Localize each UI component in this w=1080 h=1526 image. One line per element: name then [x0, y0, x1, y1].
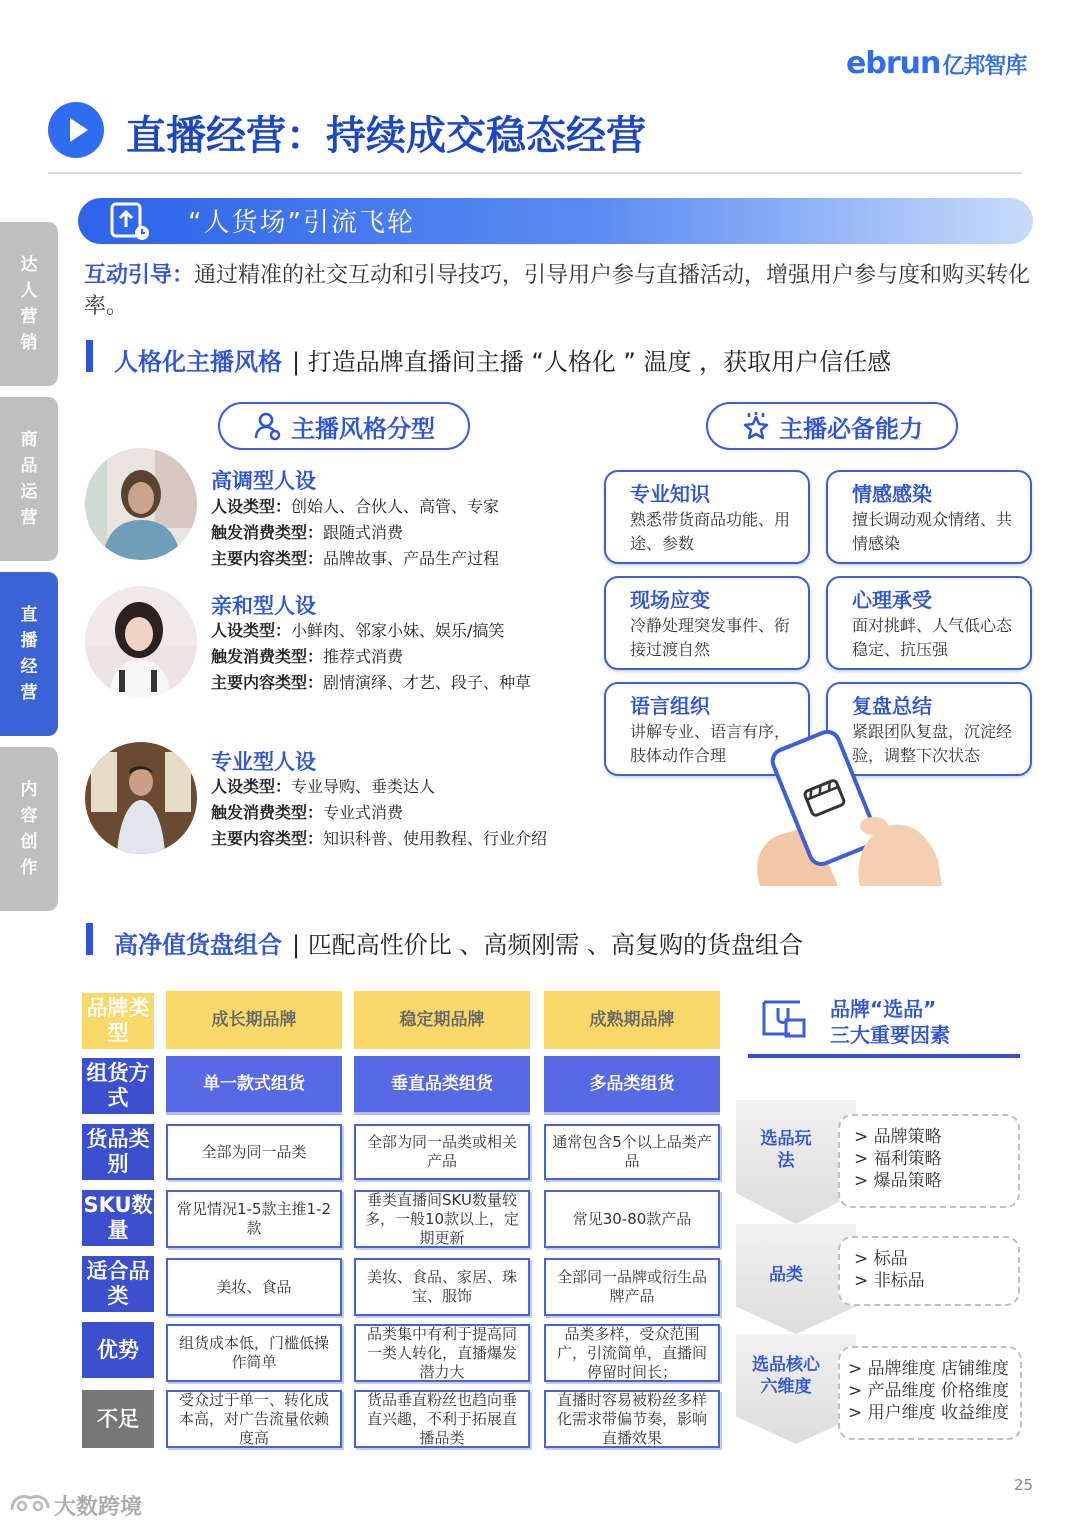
table-cell: 常见情况1-5款主推1-2款 — [166, 1190, 342, 1248]
side-tab-product[interactable]: 商品运营 — [0, 397, 58, 561]
hand-phone-illustration — [742, 730, 942, 886]
ability-card: 情感感染 擅长调动观众情绪、共情感染 — [826, 470, 1032, 564]
row-label: 组货方式 — [82, 1058, 154, 1114]
row-label: 货品类别 — [82, 1124, 154, 1180]
factor-points: > 标品 > 非标品 — [838, 1236, 1020, 1306]
styles-pill: 主播风格分型 — [218, 402, 470, 450]
table-cell: 美妆、食品、家居、珠宝、服饰 — [354, 1258, 530, 1316]
intro-paragraph: 互动引导：通过精准的社交互动和引导技巧，引导用户参与直播活动，增强用户参与度和购买转化率。 — [84, 263, 1031, 319]
column-header: 稳定期品牌 — [354, 991, 530, 1049]
table-cell: 组货成本低，门槛低操作简单 — [166, 1324, 342, 1382]
upload-phone-icon — [104, 201, 152, 241]
row-label: 不足 — [82, 1390, 154, 1448]
table-cell: 品类多样，受众范围广，引流简单，直播间停留时间长； — [544, 1324, 720, 1382]
factor-label: 品类 — [769, 1265, 803, 1285]
persona-name: 专业型人设 — [211, 750, 316, 774]
side-tab-live[interactable]: 直播经营 — [0, 572, 58, 736]
side-tab-content[interactable]: 内容创作 — [0, 747, 58, 911]
avatar-friendly — [85, 586, 197, 698]
ability-card: 心理承受 面对挑衅、人气低心态稳定、抗压强 — [826, 576, 1032, 670]
table-cell: 品类集中有利于提高同一类人转化，直播爆发潜力大 — [354, 1324, 530, 1382]
table-cell: 常见30-80款产品 — [544, 1190, 720, 1248]
side-tab-influencer[interactable]: 达人营销 — [0, 222, 58, 386]
combo-cell: 单一款式组货 — [166, 1056, 342, 1112]
brand-logo: ebrun亿邦智库 — [846, 46, 1027, 81]
ability-card: 现场应变 冷静处理突发事件、衔接过渡自然 — [604, 576, 810, 670]
ability-card: 专业知识 熟悉带货商品功能、用途、参数 — [604, 470, 810, 564]
factor-label: 选品玩法 — [760, 1129, 812, 1171]
section-marker — [86, 340, 93, 372]
table-cell: 货品垂直粉丝也趋向垂直兴趣，不利于拓展直播品类 — [354, 1390, 530, 1448]
factors-underline — [748, 1054, 1020, 1058]
table-cell: 美妆、食品 — [166, 1258, 342, 1316]
persona-details: 人设类型：小鲜肉、邻家小妹、娱乐/搞笑 触发消费类型：推荐式消费 主要内容类型：剧情演绎、才艺、段子、种草 — [211, 621, 532, 692]
column-header: 成长期品牌 — [166, 991, 342, 1049]
product-box-icon — [758, 994, 810, 1042]
table-cell: 通常包含5个以上品类产品 — [544, 1124, 720, 1180]
row-label: 适合品类 — [82, 1256, 154, 1312]
avatar-professional — [85, 742, 197, 854]
abilities-pill: 主播必备能力 — [706, 402, 958, 450]
table-cell: 受众过于单一、转化成本高，对广告流量依赖度高 — [166, 1390, 342, 1448]
table-cell: 直播时容易被粉丝多样化需求带偏节奏，影响直播效果 — [544, 1390, 720, 1448]
section-marker — [86, 923, 93, 955]
section-assortment-heading: 高净值货盘组合 | 匹配高性价比 、高频刚需 、高复购的货盘组合 — [114, 931, 803, 959]
combo-cell: 多品类组货 — [544, 1056, 720, 1112]
persona-details: 人设类型：专业导购、垂类达人 触发消费类型：专业式消费 主要内容类型：知识科普、使用教程、行业介绍 — [211, 777, 548, 848]
user-icon — [253, 411, 283, 441]
factor-points: > 品牌策略 > 福利策略 > 爆品策略 — [838, 1114, 1020, 1208]
title-divider — [48, 172, 1022, 174]
factor-label: 选品核心六维度 — [752, 1355, 820, 1397]
table-cell: 全部为同一品类或相关产品 — [354, 1124, 530, 1180]
watermark: 大数跨境 — [54, 1495, 143, 1520]
factor-points: > 品牌维度 店铺维度 > 产品维度 价格维度 > 用户维度 收益维度 — [838, 1346, 1022, 1440]
table-cell: 全部同一品牌或衍生品牌产品 — [544, 1258, 720, 1316]
ability-card: 语言组织 讲解专业、语言有序，肢体动作合理 — [604, 682, 810, 776]
banner-title: “人货场”引流飞轮 — [188, 208, 415, 238]
persona-name: 高调型人设 — [211, 469, 316, 493]
section-persona-heading: 人格化主播风格 | 打造品牌直播间主播 “人格化 ” 温度 ，获取用户信任感 — [114, 348, 892, 376]
table-cell: 全部为同一品类 — [166, 1124, 342, 1180]
combo-cell: 垂直品类组货 — [354, 1056, 530, 1112]
ability-card: 复盘总结 紧跟团队复盘，沉淀经验，调整下次状态 — [826, 682, 1032, 776]
page-number: 25 — [1014, 1476, 1034, 1494]
row-label: 品牌类型 — [82, 993, 154, 1049]
star-icon — [741, 411, 771, 441]
watermark-logo-icon — [8, 1490, 52, 1516]
persona-name: 亲和型人设 — [211, 594, 316, 618]
table-cell: 垂类直播间SKU数量较多，一般10款以上，定期更新 — [354, 1190, 530, 1248]
row-label: SKU数量 — [82, 1190, 154, 1246]
factors-title: 品牌“选品” 三大重要因素 — [830, 997, 950, 1047]
avatar-high-profile — [85, 448, 197, 560]
row-label: 优势 — [82, 1322, 154, 1378]
persona-details: 人设类型：创始人、合伙人、高管、专家 触发消费类型：跟随式消费 主要内容类型：品牌故事、产品生产过程 — [211, 497, 500, 568]
play-icon — [48, 102, 104, 158]
column-header: 成熟期品牌 — [544, 991, 720, 1049]
page-title: 直播经营：持续成交稳态经营 — [126, 113, 646, 159]
